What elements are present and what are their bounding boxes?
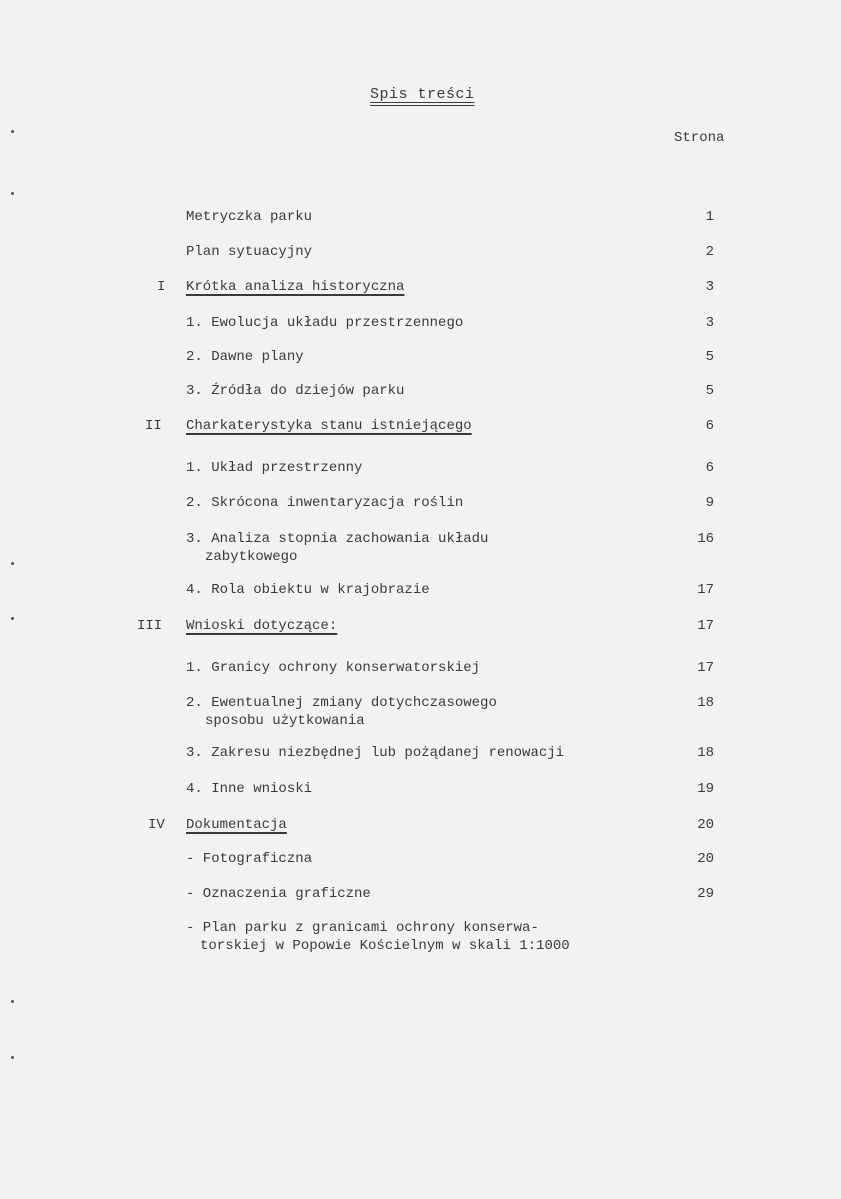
scan-speck [11,617,14,620]
scan-speck [11,1000,14,1003]
page-column-label: Strona [674,130,725,146]
toc-page-number: 2 [705,244,714,260]
section-number: IV [148,817,165,833]
toc-entry: 4. Rola obiektu w krajobrazie [186,582,430,598]
toc-page-number: 6 [705,418,714,434]
toc-page-number: 1 [705,209,714,225]
toc-page-number: 29 [697,886,714,902]
toc-page-number: 17 [697,660,714,676]
toc-entry-continuation: torskiej w Popowie Kościelnym w skali 1:1000 [200,938,570,954]
section-heading: Dokumentacja [186,817,287,833]
toc-page-number: 17 [697,582,714,598]
section-heading: Charkaterystyka stanu istniejącego [186,418,472,434]
section-number: I [157,279,166,295]
toc-page-number: 18 [697,695,714,711]
toc-entry: 1. Granicy ochrony konserwatorskiej [186,660,481,676]
section-heading: Wnioski dotyczące: [186,618,338,634]
toc-page-number: 9 [705,495,714,511]
toc-page-number: 18 [697,745,714,761]
toc-entry: 3. Analiza stopnia zachowania układu [186,531,489,547]
toc-page-number: 20 [697,851,714,867]
toc-page-number: 16 [697,531,714,547]
toc-entry: 1. Układ przestrzenny [186,460,363,476]
toc-page-number: 20 [697,817,714,833]
toc-entry: 4. Inne wnioski [186,781,313,797]
toc-entry: 2. Ewentualnej zmiany dotychczasowego [186,695,497,711]
toc-page-number: 3 [705,279,714,295]
section-number: III [137,618,163,634]
scan-speck [11,192,14,195]
scan-speck [11,562,14,565]
toc-entry: - Plan parku z granicami ochrony konserwa- [186,920,539,936]
toc-page-number: 5 [705,383,714,399]
toc-entry: 3. Źródła do dziejów parku [186,383,405,399]
toc-page-number: 6 [705,460,714,476]
section-number: II [145,418,162,434]
document-title: Spis treści [370,86,475,103]
toc-entry: Metryczka parku [186,209,313,225]
toc-page-number: 17 [697,618,714,634]
scan-speck [11,1056,14,1059]
toc-entry: 2. Dawne plany [186,349,304,365]
toc-page-number: 5 [705,349,714,365]
toc-entry: - Fotograficzna [186,851,313,867]
toc-entry: Plan sytuacyjny [186,244,313,260]
toc-page-number: 3 [705,315,714,331]
toc-entry-continuation: sposobu użytkowania [205,713,365,729]
toc-page-number: 19 [697,781,714,797]
toc-entry: - Oznaczenia graficzne [186,886,371,902]
toc-entry-continuation: zabytkowego [205,549,298,565]
scan-speck [11,130,14,133]
toc-entry: 2. Skrócona inwentaryzacja roślin [186,495,464,511]
section-heading: Krótka analiza historyczna [186,279,405,295]
toc-entry: 1. Ewolucja układu przestrzennego [186,315,464,331]
toc-entry: 3. Zakresu niezbędnej lub pożądanej renowacji [186,745,565,761]
